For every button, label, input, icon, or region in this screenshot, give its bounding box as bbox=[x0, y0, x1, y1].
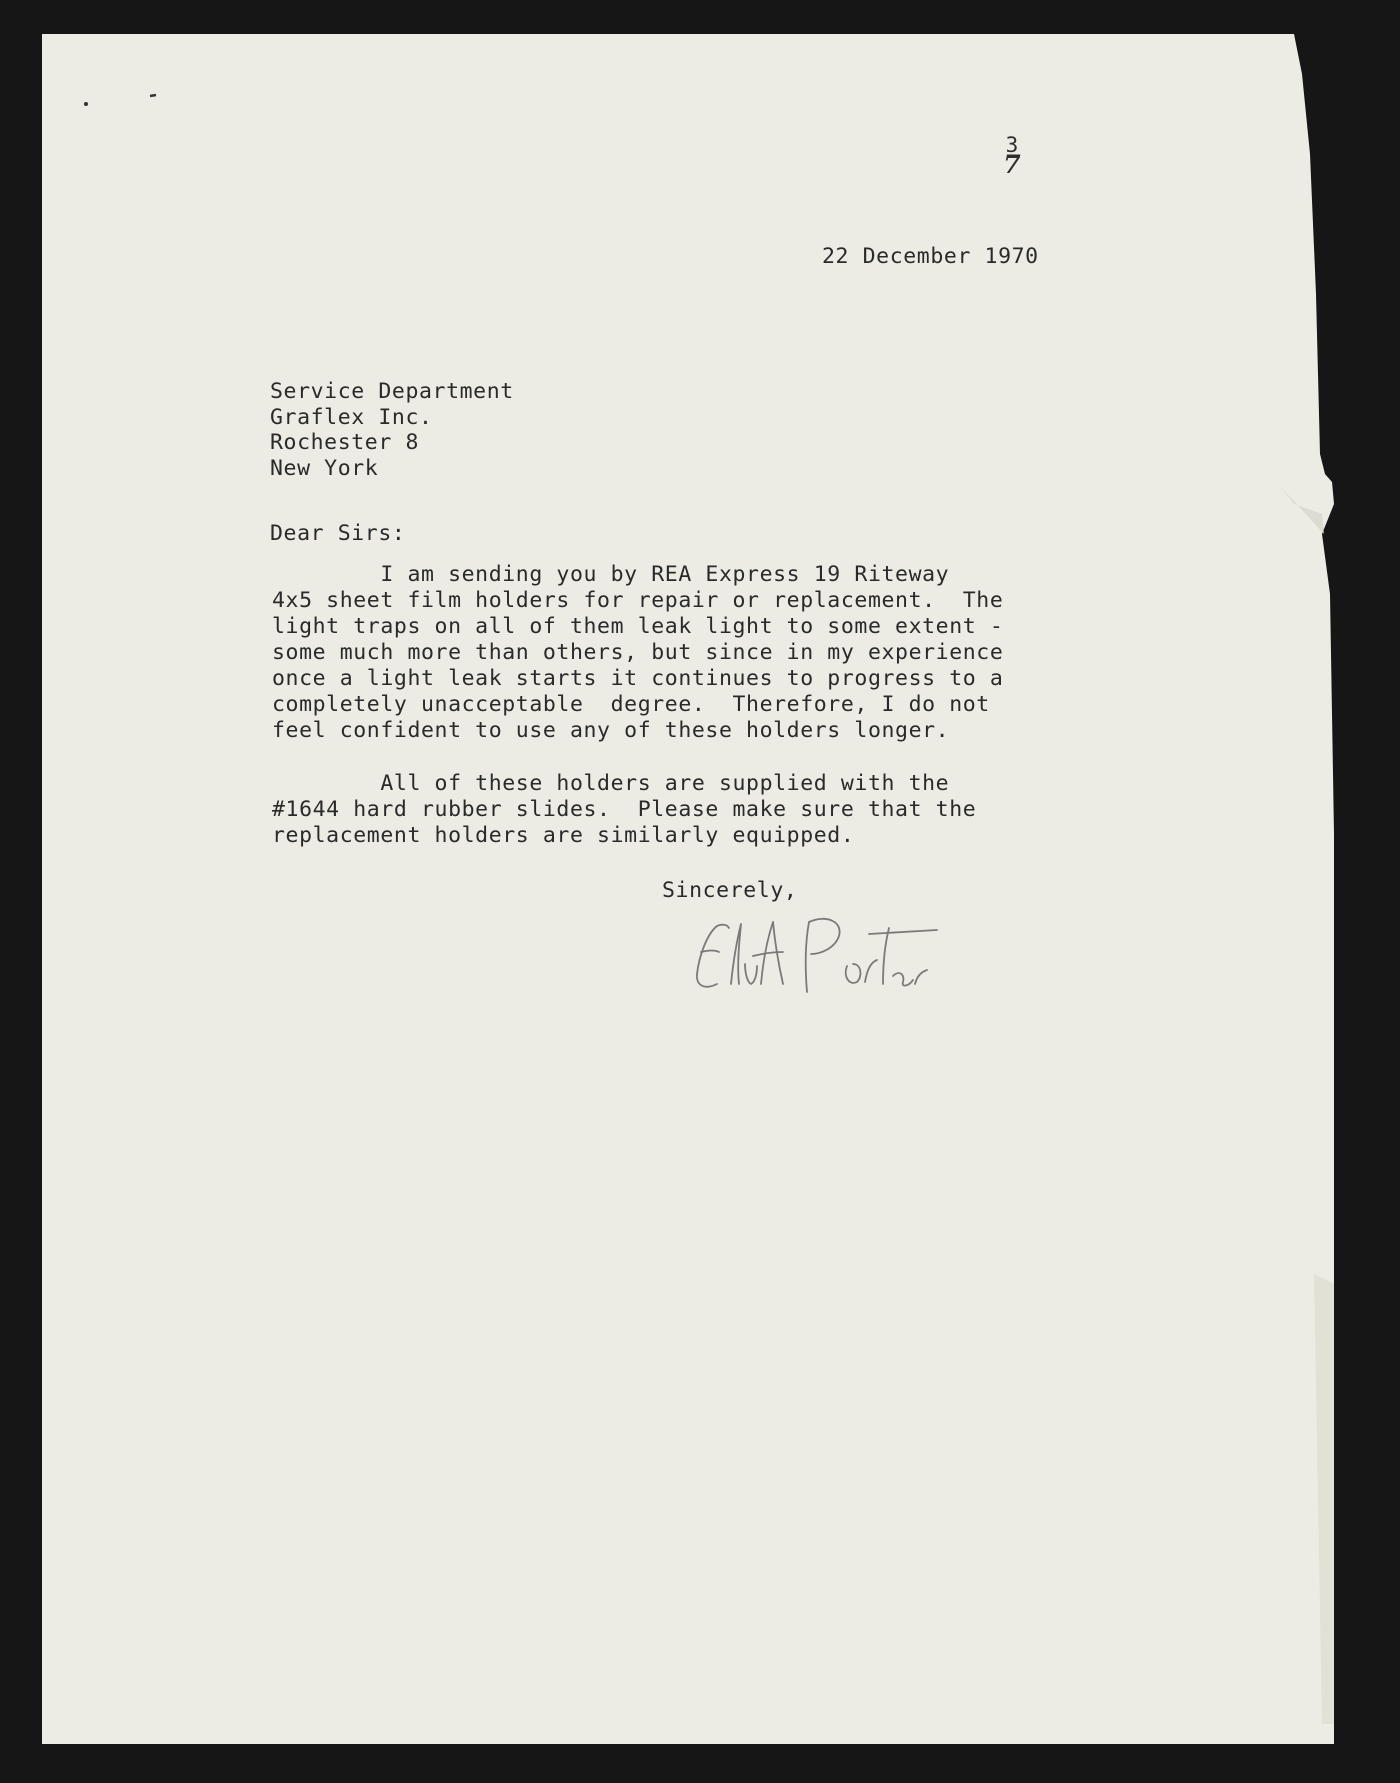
handwritten-signature bbox=[687, 904, 947, 1014]
address-line: New York bbox=[270, 456, 379, 481]
body-line: light traps on all of them leak light to some extent - bbox=[272, 614, 1004, 639]
address-line: Graflex Inc. bbox=[270, 405, 433, 430]
body-paragraph-2 bbox=[272, 771, 1152, 849]
address-line: Rochester 8 bbox=[270, 430, 419, 455]
body-line: 4x5 sheet film holders for repair or replacement. The bbox=[272, 588, 1004, 613]
letter-page bbox=[42, 34, 1364, 1744]
stray-marks bbox=[42, 34, 242, 154]
page-number: 3 bbox=[1005, 133, 1019, 157]
body-line: completely unacceptable degree. Therefore, I do not bbox=[272, 692, 990, 717]
body-line: feel confident to use any of these holders longer. bbox=[272, 718, 950, 743]
letter-date: 22 December 1970 bbox=[822, 244, 1039, 269]
body-line: All of these holders are supplied with the bbox=[272, 771, 950, 796]
closing: Sincerely, bbox=[662, 878, 798, 903]
body-paragraph-1 bbox=[272, 562, 1152, 744]
address-line: Service Department bbox=[270, 379, 514, 404]
body-line: I am sending you by REA Express 19 Riteway bbox=[272, 562, 950, 587]
body-line: once a light leak starts it continues to progress to a bbox=[272, 666, 1004, 691]
body-line: some much more than others, but since in my experience bbox=[272, 640, 1004, 665]
body-line: replacement holders are similarly equipped. bbox=[272, 823, 855, 848]
handwritten-page-number: 7 bbox=[1003, 150, 1021, 179]
salutation: Dear Sirs: bbox=[270, 521, 406, 546]
body-line: #1644 hard rubber slides. Please make sure that the bbox=[272, 797, 977, 822]
